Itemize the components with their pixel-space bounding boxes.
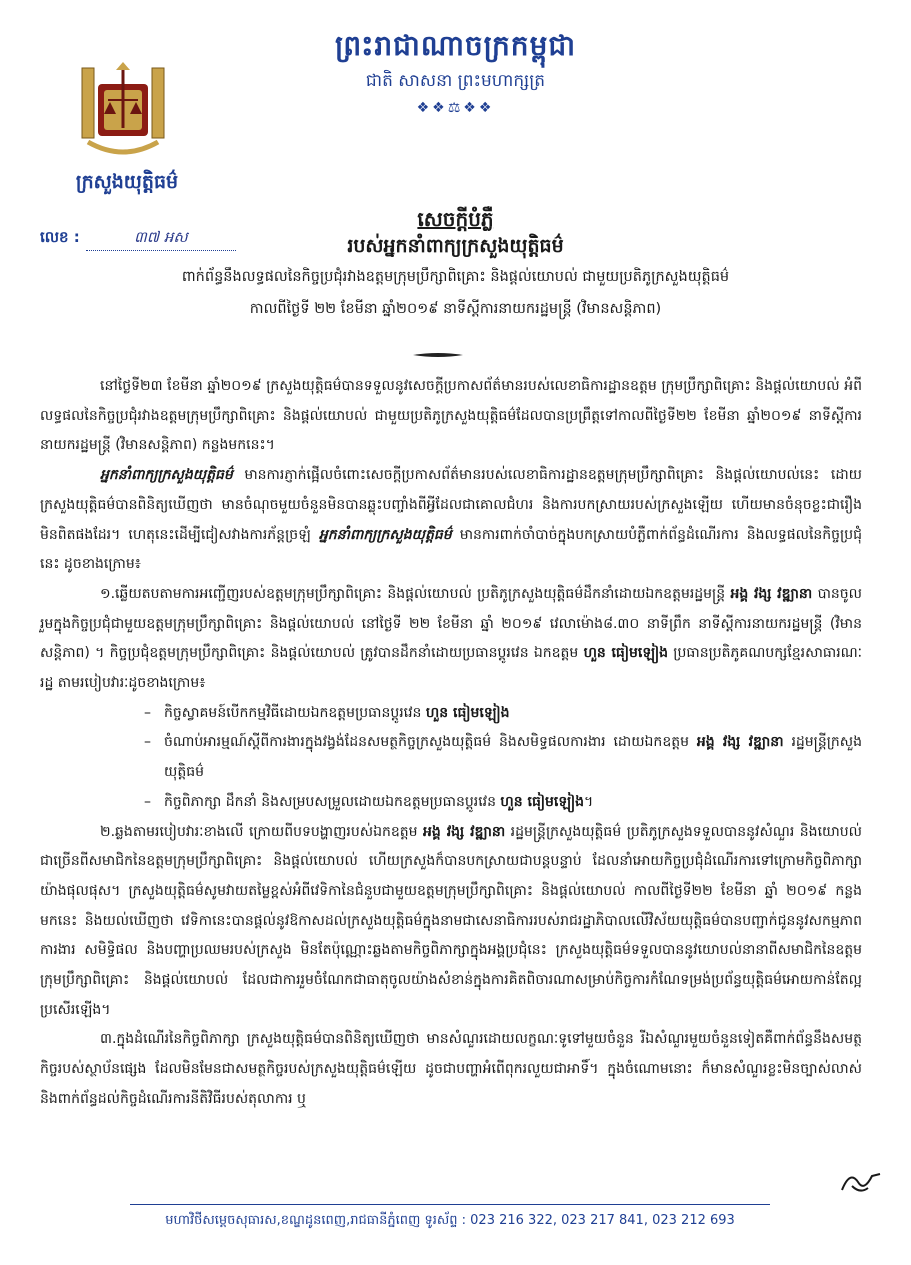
agenda-text: កិច្ចស្វាគមន៍បើកកម្មវិធីដោយឯកឧត្តមប្រធានប្តូរវេន — [164, 704, 426, 721]
agenda-text: កិច្ចពិភាក្សា ដឹកនាំ និងសម្របសម្រួលដោយឯកឧត្តមប្រធានប្តូរវេន — [164, 793, 501, 810]
agenda-text: ចំណាប់អារម្មណ៍ស្តីពីការងារក្នុងវង្វង់ដែនសមត្ថកិច្ចក្រសួងយុត្តិធម៌ និងសមិទ្ធផលការងារ ដោយឯកឧត្តម — [164, 734, 697, 751]
kingdom-heading: ព្រះរាជាណាចក្រកម្ពុជា — [334, 29, 576, 62]
paragraph-text: មានការភ្ញាក់ផ្អើលចំពោះសេចក្តីប្រកាសព័ត៌មានរបស់លេខាធិការដ្ឋានឧត្តមក្រុមប្រឹក្សាពិគ្រោះ និងផ្តល់យោបល់នេះ ដោយក្រសួងយុត្តិធម៌បានពិនិត្យឃើញថា មានចំណុចមួយចំនួនមិនបានឆ្លុះបញ្ចាំងពីអ្វីដែលជាគោលជំហរ និងការបកស្រាយរបស់ក្រសួងឡើយ ហើយមានចំនុចខ្លះជារឿងមិនពិតផងដែរ។ ហេតុនេះដើម្បីជៀសវាងការភ័ន្តច្រឡំ — [40, 467, 862, 543]
paragraph-text: ប្រធានប្រតិភូគណបក្សខ្មែរសាធារណៈរដ្ឋ តាមរបៀបវារៈដូចខាងក្រោម៖ — [40, 645, 863, 692]
spokesperson-emphasis: អ្នកនាំពាក្យក្រសួងយុត្តិធម៌ — [100, 467, 233, 484]
national-motto: ជាតិ សាសនា ព្រះមហាក្សត្រ — [365, 71, 546, 91]
agenda-text: ។ — [584, 793, 594, 810]
agenda-list — [40, 699, 862, 818]
paragraph-point-3: ៣.ក្នុងដំណើរនៃកិច្ចពិភាក្សា ក្រសួងយុត្តិធម៌បានពិនិត្យឃើញថា មានសំណួរដោយលក្ខណៈទូទៅមួយចំនួន រីឯសំណួរមួយចំនួនទៀតគឺពាក់ព័ន្ធនឹងសមត្ថកិច្ចរបស់ស្ថាប័នផ្សេង ដែលមិនមែនជាសមត្ថកិច្ចរបស់ក្រសួងយុត្តិធម៌ឡើយ ដូចជាបញ្ហាអំពើពុករលួយជាអាទិ៍។ ក្នុងចំណោមនោះ ក៏មានសំណួរខ្លះមិនច្បាស់លាស់ និងពាក់ព័ន្ធដល់កិច្ចដំណើរការនីតិវិធីរបស់តុលាការ ឬ — [40, 1031, 862, 1107]
paragraph-point-1 — [40, 580, 862, 699]
ministry-emblem-icon — [78, 62, 168, 162]
footer-rule — [130, 1204, 770, 1205]
agenda-item — [40, 788, 862, 818]
ministry-name: ក្រសួងយុត្តិធម៌ — [75, 171, 179, 193]
initial-signature-mark — [838, 1168, 882, 1196]
paragraph-spokesperson — [40, 461, 862, 580]
minister-name: អង្គ វង្ស វឌ្ឍានា — [696, 734, 784, 751]
reference-label: លេខ : — [40, 228, 80, 246]
subject-line-2: កាលពីថ្ងៃទី ២២ ខែមីនា ឆ្នាំ២០១៩ នាទីស្តីការនាយករដ្ឋមន្ត្រី (វិមានសន្តិភាព) — [249, 301, 662, 317]
subject-line-1: ពាក់ព័ន្ធនឹងលទ្ធផលនៃកិច្ចប្រជុំរវាងឧត្តមក្រុមប្រឹក្សាពិគ្រោះ និងផ្តល់យោបល់ ជាមួយប្រតិភូក្រសួងយុត្តិធម៌ — [181, 269, 730, 285]
paragraph-intro: នៅថ្ងៃទី២៣ ខែមីនា ឆ្នាំ២០១៩ ក្រសួងយុត្តិធម៌បានទទួលនូវសេចក្តីប្រកាសព័ត៌មានរបស់លេខាធិការដ្ឋានឧត្តម ក្រុមប្រឹក្សាពិគ្រោះ និងផ្តល់យោបល់ អំពីលទ្ធផលនៃកិច្ចប្រជុំរវាងឧត្តមក្រុមប្រឹក្សាពិគ្រោះ និងផ្តល់យោបល់ ជាមួយប្រតិភូក្រសួងយុត្តិធម៌ដែលបានប្រព្រឹត្តទៅកាលពីថ្ងៃទី២២ ខែមីនា ឆ្នាំ២០១៩ នាទីស្តីការនាយករដ្ឋមន្ត្រី (វិមានសន្តិភាព) កន្លងមកនេះ។ — [40, 378, 862, 454]
ornament-divider: ❖❖⚖❖❖ — [416, 100, 495, 116]
agenda-item — [40, 699, 862, 729]
agenda-item — [40, 728, 862, 787]
chair-name: ហួន ធៀមឡៀង — [425, 704, 510, 721]
paragraph-text: មានការពាក់ចាំបាច់ក្នុងបកស្រាយបំភ្លឺពាក់ព័ន្ធដំណើរការ និងលទ្ធផលនៃកិច្ចប្រជុំនេះ ដូចខាងក្រោម៖ — [40, 526, 862, 573]
paragraph-text: បានចូលរួមក្នុងកិច្ចប្រជុំជាមួយឧត្តមក្រុមប្រឹក្សាពិគ្រោះ និងផ្តល់យោបល់ នៅថ្ងៃទី ២២ ខែមីនា ឆ្នាំ ២០១៩ វេលាម៉ោង៨.៣០ នាទីព្រឹក នាទីស្តីការនាយករដ្ឋមន្ត្រី (វិមានសន្តិភាព) ។ កិច្ចប្រជុំឧត្តមក្រុមប្រឹក្សាពិគ្រោះ និងផ្តល់យោបល់ ត្រូវបានដឹកនាំដោយប្រធានប្តូរវេន ឯកឧត្តម — [40, 585, 863, 662]
minister-name: អង្គ វង្ស វឌ្ឍានា — [730, 585, 813, 602]
reference-value: ៣៧ អស — [86, 228, 236, 251]
paragraph-text: រដ្ឋមន្ត្រីក្រសួងយុត្តិធម៌ ប្រតិភូក្រសួងទទួលបាននូវសំណួរ និងយោបល់ជាច្រើនពីសមាជិកនៃឧត្តមក្រុមប្រឹក្សាពិគ្រោះ និងផ្តល់យោបល់ ហើយក្រសួងក៏បានបកស្រាយជាបន្តបន្ទាប់ ដែលនាំអោយកិច្ចប្រជុំដំណើរការទៅក្រោមកិច្ចពិភាក្សាយ៉ាងផុលផុស។ ក្រសួងយុត្តិធម៌សូមវាយតម្លៃខ្ពស់អំពីវេទិកានៃជំនួបជាមួយឧត្តមក្រុមប្រឹក្សាពិគ្រោះ និងផ្តល់យោបល់ កាលពីថ្ងៃទី២២ ខែមីនា ឆ្នាំ ២០១៩ កន្លងមកនេះ និងយល់ឃើញថា វេទិកានេះបានផ្តល់នូវឱកាសដល់ក្រសួងយុត្តិធម៌ក្នុងនាមជាសេនាធិការរបស់រាជរដ្ឋាភិបាលលើវិស័យយុត្តិធម៌បានបញ្ជាក់ជូននូវសកម្មភាពការងារ សមិទ្ធិផល និងបញ្ហាប្រឈមរបស់ក្រសួង មិនតែប៉ុណ្ណោះឆ្លងតាមកិច្ចពិភាក្សាក្នុងអង្គប្រជុំនេះ ក្រសួងយុត្តិធម៌ទទួលបាននូវយោបល់នានាពីសមាជិកនៃឧត្តមក្រុមប្រឹក្សាពិគ្រោះ និងផ្តល់យោបល់ ដែលជាការរួមចំណែកជាធាតុចូលយ៉ាងសំខាន់ក្នុងការគិតពិចារណាសម្រាប់កិច្ចការកំណែទម្រង់ប្រព័ន្ធយុត្តិធម៌អោយកាន់តែល្អប្រសើរឡើង។ — [40, 823, 863, 1018]
agenda-text: រដ្ឋមន្ត្រីក្រសួងយុត្តិធម៌ — [164, 734, 863, 781]
separator-ornament — [413, 352, 463, 358]
chair-name: ហួន ធៀមឡៀង — [500, 793, 585, 810]
paragraph-text: ១.ឆ្លើយតបតាមការអញ្ជើញរបស់ឧត្តមក្រុមប្រឹក្សាពិគ្រោះ និងផ្តល់យោបល់ ប្រតិភូក្រសួងយុត្តិធម៌ដឹកនាំដោយឯកឧត្តមរដ្ឋមន្ត្រី — [100, 585, 731, 602]
chair-name: ហួន ធៀមឡៀង — [583, 645, 669, 662]
footer-address: មហាវិថីសម្តេចសុធារស,ខណ្ឌដូនពេញ,រាជធានីភ្នំពេញ ទូរស័ព្ទ : 023 216 322, 023 217 841, 023 212 693 — [165, 1213, 735, 1228]
paragraph-text: ២.ឆ្លងតាមរបៀបវារៈខាងលើ ក្រោយពីបទបង្ហាញរបស់ឯកឧត្តម — [100, 823, 424, 840]
document-type-title: សេចក្តីបំភ្លឺ — [417, 207, 494, 231]
minister-name: អង្គ វង្ស វឌ្ឍានា — [423, 823, 506, 840]
spokesperson-emphasis: អ្នកនាំពាក្យក្រសួងយុត្តិធម៌ — [318, 526, 452, 543]
speaker-title: របស់អ្នកនាំពាក្យក្រសួងយុត្តិធម៌ — [347, 235, 564, 257]
document-body — [40, 372, 862, 1115]
paragraph-point-2 — [40, 818, 862, 1026]
